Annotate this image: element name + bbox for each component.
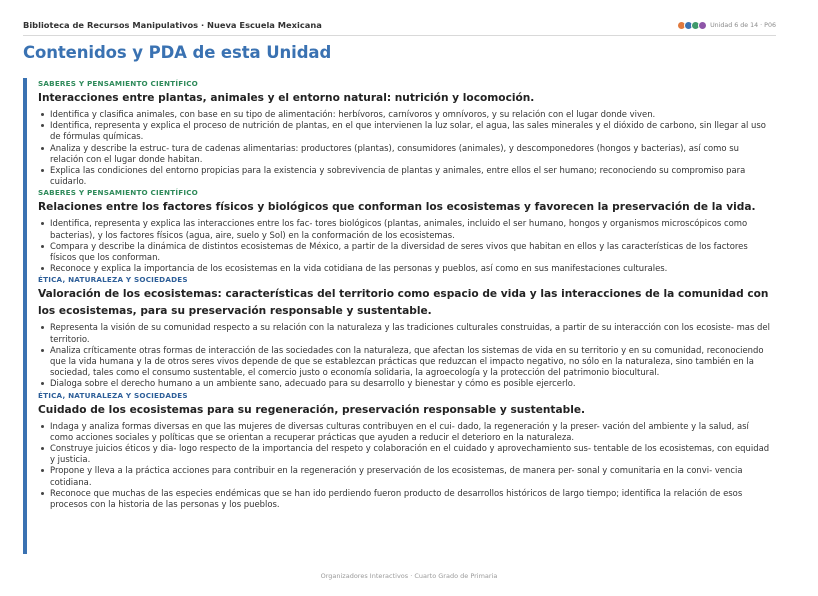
section-label: SABERES Y PENSAMIENTO CIENTÍFICO bbox=[38, 79, 198, 88]
pda-item: Reconoce que muchas de las especies endémicas que se han ido perdiendo fueron producto de desarrollos históricos de largo tiempo; identifica la relación de esos procesos con la historia de las personas y los pueblos. bbox=[50, 488, 773, 510]
pda-item: Identifica, representa y explica el proceso de nutrición de plantas, en el que intervienen la luz solar, el agua, las sales minerales y el dióxido de carbono, sin llegar al uso de fórmulas químicas. bbox=[50, 120, 773, 142]
pda-item: Representa la visión de su comunidad respecto a su relación con la naturaleza y las tradiciones culturales construidas, a partir de su interacción con los ecosiste- mas del territorio. bbox=[50, 322, 773, 344]
pda-item: Construye juicios éticos y dia- logo respecto de la importancia del respeto y colaboración en el cuidado y aprovechamiento sus- tentable de los ecosistemas, con equidad y justicia. bbox=[50, 443, 773, 465]
page-label: Unidad 6 de 14 · P06 bbox=[710, 22, 776, 29]
content-panel bbox=[23, 78, 773, 554]
pda-list bbox=[38, 109, 773, 187]
pda-item: Explica las condiciones del entorno propicias para la existencia y sobrevivencia de plantas y animales, entre ellos el ser humano; reconociendo su compromiso para cuidarlo. bbox=[50, 165, 773, 187]
pda-item: Identifica, representa y explica las interacciones entre los fac- tores biológicos (plantas, animales, incluido el ser humano, hongos y organismos microscópicos como bacterias), y los factores físicos (agua, aire, suelo y Sol) en la conformación de los ecosistemas. bbox=[50, 218, 773, 240]
pda-item: Identifica y clasifica animales, con base en su tipo de alimentación: herbívoros, carnívoros y omnívoros, y su relación con el lugar donde viven. bbox=[50, 109, 773, 120]
color-dot bbox=[698, 21, 707, 30]
content-section bbox=[38, 188, 773, 274]
pda-item: Dialoga sobre el derecho humano a un ambiente sano, adecuado para su desarrollo y bienestar y cómo es posible ejercerlo. bbox=[50, 378, 773, 389]
pda-list bbox=[38, 421, 773, 511]
pda-item: Analiza críticamente otras formas de interacción de las sociedades con la naturaleza, que afectan los sistemas de vida en su territorio y en su comunidad, reconociendo que la vida humana y la de otros seres vivos depende de que se establezcan prácticas que reduzcan el impacto negativo, no sólo en la naturaleza, sino también en la sociedad, tales como el consumo sustentable, el comercio justo o economía solidaria, la agroecología y la protección del patrimonio biocultural. bbox=[50, 345, 773, 379]
content-section bbox=[38, 275, 773, 389]
header-title: Biblioteca de Recursos Manipulativos · Nueva Escuela Mexicana bbox=[23, 20, 322, 30]
section-heading: Valoración de los ecosistemas: características del territorio como espacio de vida y las interacciones de la comunidad con los ecosistemas, para su preservación responsable y sustentable. bbox=[38, 288, 769, 318]
color-dots bbox=[677, 21, 707, 30]
section-label: ÉTICA, NATURALEZA Y SOCIEDADES bbox=[38, 390, 188, 400]
header-meta bbox=[677, 21, 776, 30]
section-label: ÉTICA, NATURALEZA Y SOCIEDADES bbox=[38, 275, 188, 285]
page-header bbox=[23, 19, 776, 36]
section-heading: Interacciones entre plantas, animales y el entorno natural: nutrición y locomoción. bbox=[38, 92, 535, 104]
section-heading: Relaciones entre los factores físicos y biológicos que conforman los ecosistemas y favorecen la preservación de la vida. bbox=[38, 201, 756, 214]
pda-item: Reconoce y explica la importancia de los ecosistemas en la vida cotidiana de las personas y pueblos, así como en sus manifestaciones culturales. bbox=[50, 263, 773, 274]
pda-list bbox=[38, 322, 773, 389]
section-label: SABERES Y PENSAMIENTO CIENTÍFICO bbox=[38, 188, 198, 198]
pda-item: Indaga y analiza formas diversas en que las mujeres de diversas culturas contribuyen en el cui- dado, la regeneración y la preser- vación del ambiente y la salud, así como acciones sociales y políticas que se orientan a recuperar prácticas que ayuden a reducir el deterioro en la naturaleza. bbox=[50, 421, 773, 443]
page-footer: Organizadores Interactivos · Cuarto Grado de Primaria bbox=[320, 572, 498, 580]
content-section bbox=[38, 79, 773, 187]
pda-item: Analiza y describe la estruc- tura de cadenas alimentarias: productores (plantas), consumidores (animales), y descomponedores (hongos y bacterias), así como su relación con el lugar donde habitan. bbox=[50, 143, 773, 165]
page-title: Contenidos y PDA de esta Unidad bbox=[23, 43, 332, 62]
content-section bbox=[38, 391, 773, 511]
pda-list bbox=[38, 218, 773, 274]
section-heading: Cuidado de los ecosistemas para su regeneración, preservación responsable y sustentable. bbox=[38, 403, 586, 416]
pda-item: Propone y lleva a la práctica acciones para contribuir en la regeneración y preservación de los ecosistemas, de manera per- sonal y comunitaria en la convi- vencia cotidiana. bbox=[50, 465, 773, 487]
pda-item: Compara y describe la dinámica de distintos ecosistemas de México, a partir de la diversidad de seres vivos que habitan en ellos y las características de los factores físicos que los conforman. bbox=[50, 241, 773, 263]
